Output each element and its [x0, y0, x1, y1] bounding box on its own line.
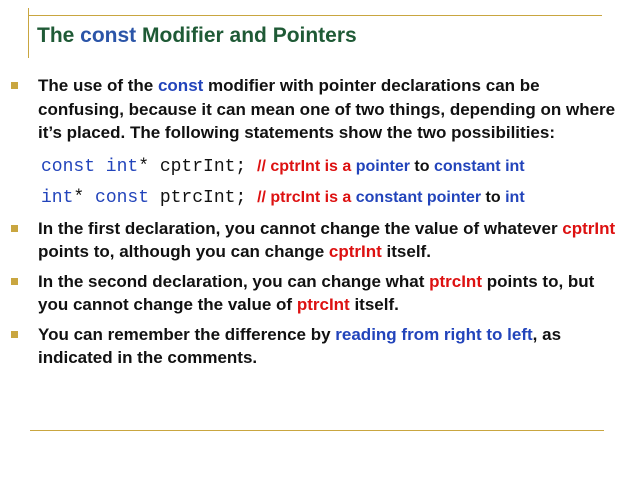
text-segment: int — [505, 188, 525, 206]
text-segment: to — [481, 188, 506, 206]
bullet-text — [38, 219, 615, 262]
text-segment: In the first declaration, you cannot change the value of whatever — [38, 218, 563, 238]
text-segment: points to, but you cannot change the value of — [38, 271, 595, 314]
bullet-item — [0, 323, 638, 370]
code-comment — [257, 158, 525, 175]
text-segment: modifier with pointer declarations can be confusing, because it can mean one of two things, depending on where it’s placed. The following statements show the two possibilities: — [38, 76, 616, 142]
text-segment: constant int — [433, 157, 525, 175]
text-segment: ptrcInt — [429, 271, 482, 291]
text-segment: const int — [41, 156, 139, 177]
title-keyword: const — [80, 24, 137, 47]
text-segment: pointer — [355, 157, 410, 175]
text-segment: // cptrInt is a — [257, 157, 356, 175]
bullet-text — [38, 272, 594, 315]
bullet-square-icon — [11, 331, 18, 338]
text-segment: reading from right to left — [335, 324, 533, 344]
bullet-square-icon — [11, 225, 18, 232]
text-segment: ptrcInt — [296, 295, 350, 314]
bullet-square-icon — [11, 82, 18, 89]
text-segment: to — [409, 157, 434, 175]
text-segment: , as indicated in the comments. — [38, 324, 562, 367]
slide-content — [0, 74, 638, 376]
text-segment: You can remember the difference by — [38, 324, 336, 344]
code-text — [41, 157, 257, 177]
text-segment: ptrcInt; — [149, 187, 258, 208]
text-segment: const — [157, 76, 204, 95]
bullet-text — [38, 325, 561, 368]
bottom-rule — [30, 430, 604, 431]
code-comment — [257, 189, 525, 206]
text-segment: cptrInt — [562, 218, 616, 238]
text-segment: constant pointer — [355, 188, 482, 206]
code-line — [0, 182, 638, 213]
bullet-item — [0, 217, 638, 264]
text-segment: * — [73, 187, 96, 208]
title-suffix: Modifier and Pointers — [136, 24, 357, 47]
text-segment: itself. — [381, 242, 431, 261]
title-prefix: The — [37, 24, 81, 47]
text-segment: points to, although you can change — [38, 242, 329, 261]
bullet-square-icon — [11, 278, 18, 285]
text-segment: itself. — [349, 295, 399, 314]
text-segment: int — [41, 187, 74, 208]
title-top-rule — [28, 15, 602, 16]
bullet-text — [38, 76, 615, 142]
code-text — [41, 188, 257, 208]
bullet-item — [0, 74, 638, 145]
text-segment: * cptrInt; — [138, 156, 258, 177]
slide-title — [37, 24, 357, 48]
bullet-item — [0, 270, 638, 317]
text-segment: cptrInt — [328, 242, 382, 261]
text-segment: The use of the — [38, 76, 158, 95]
text-segment: In the second declaration, you can change what — [38, 271, 430, 291]
code-line — [0, 151, 638, 182]
text-segment: // ptrcInt is a — [257, 188, 356, 206]
text-segment: const — [95, 187, 150, 208]
